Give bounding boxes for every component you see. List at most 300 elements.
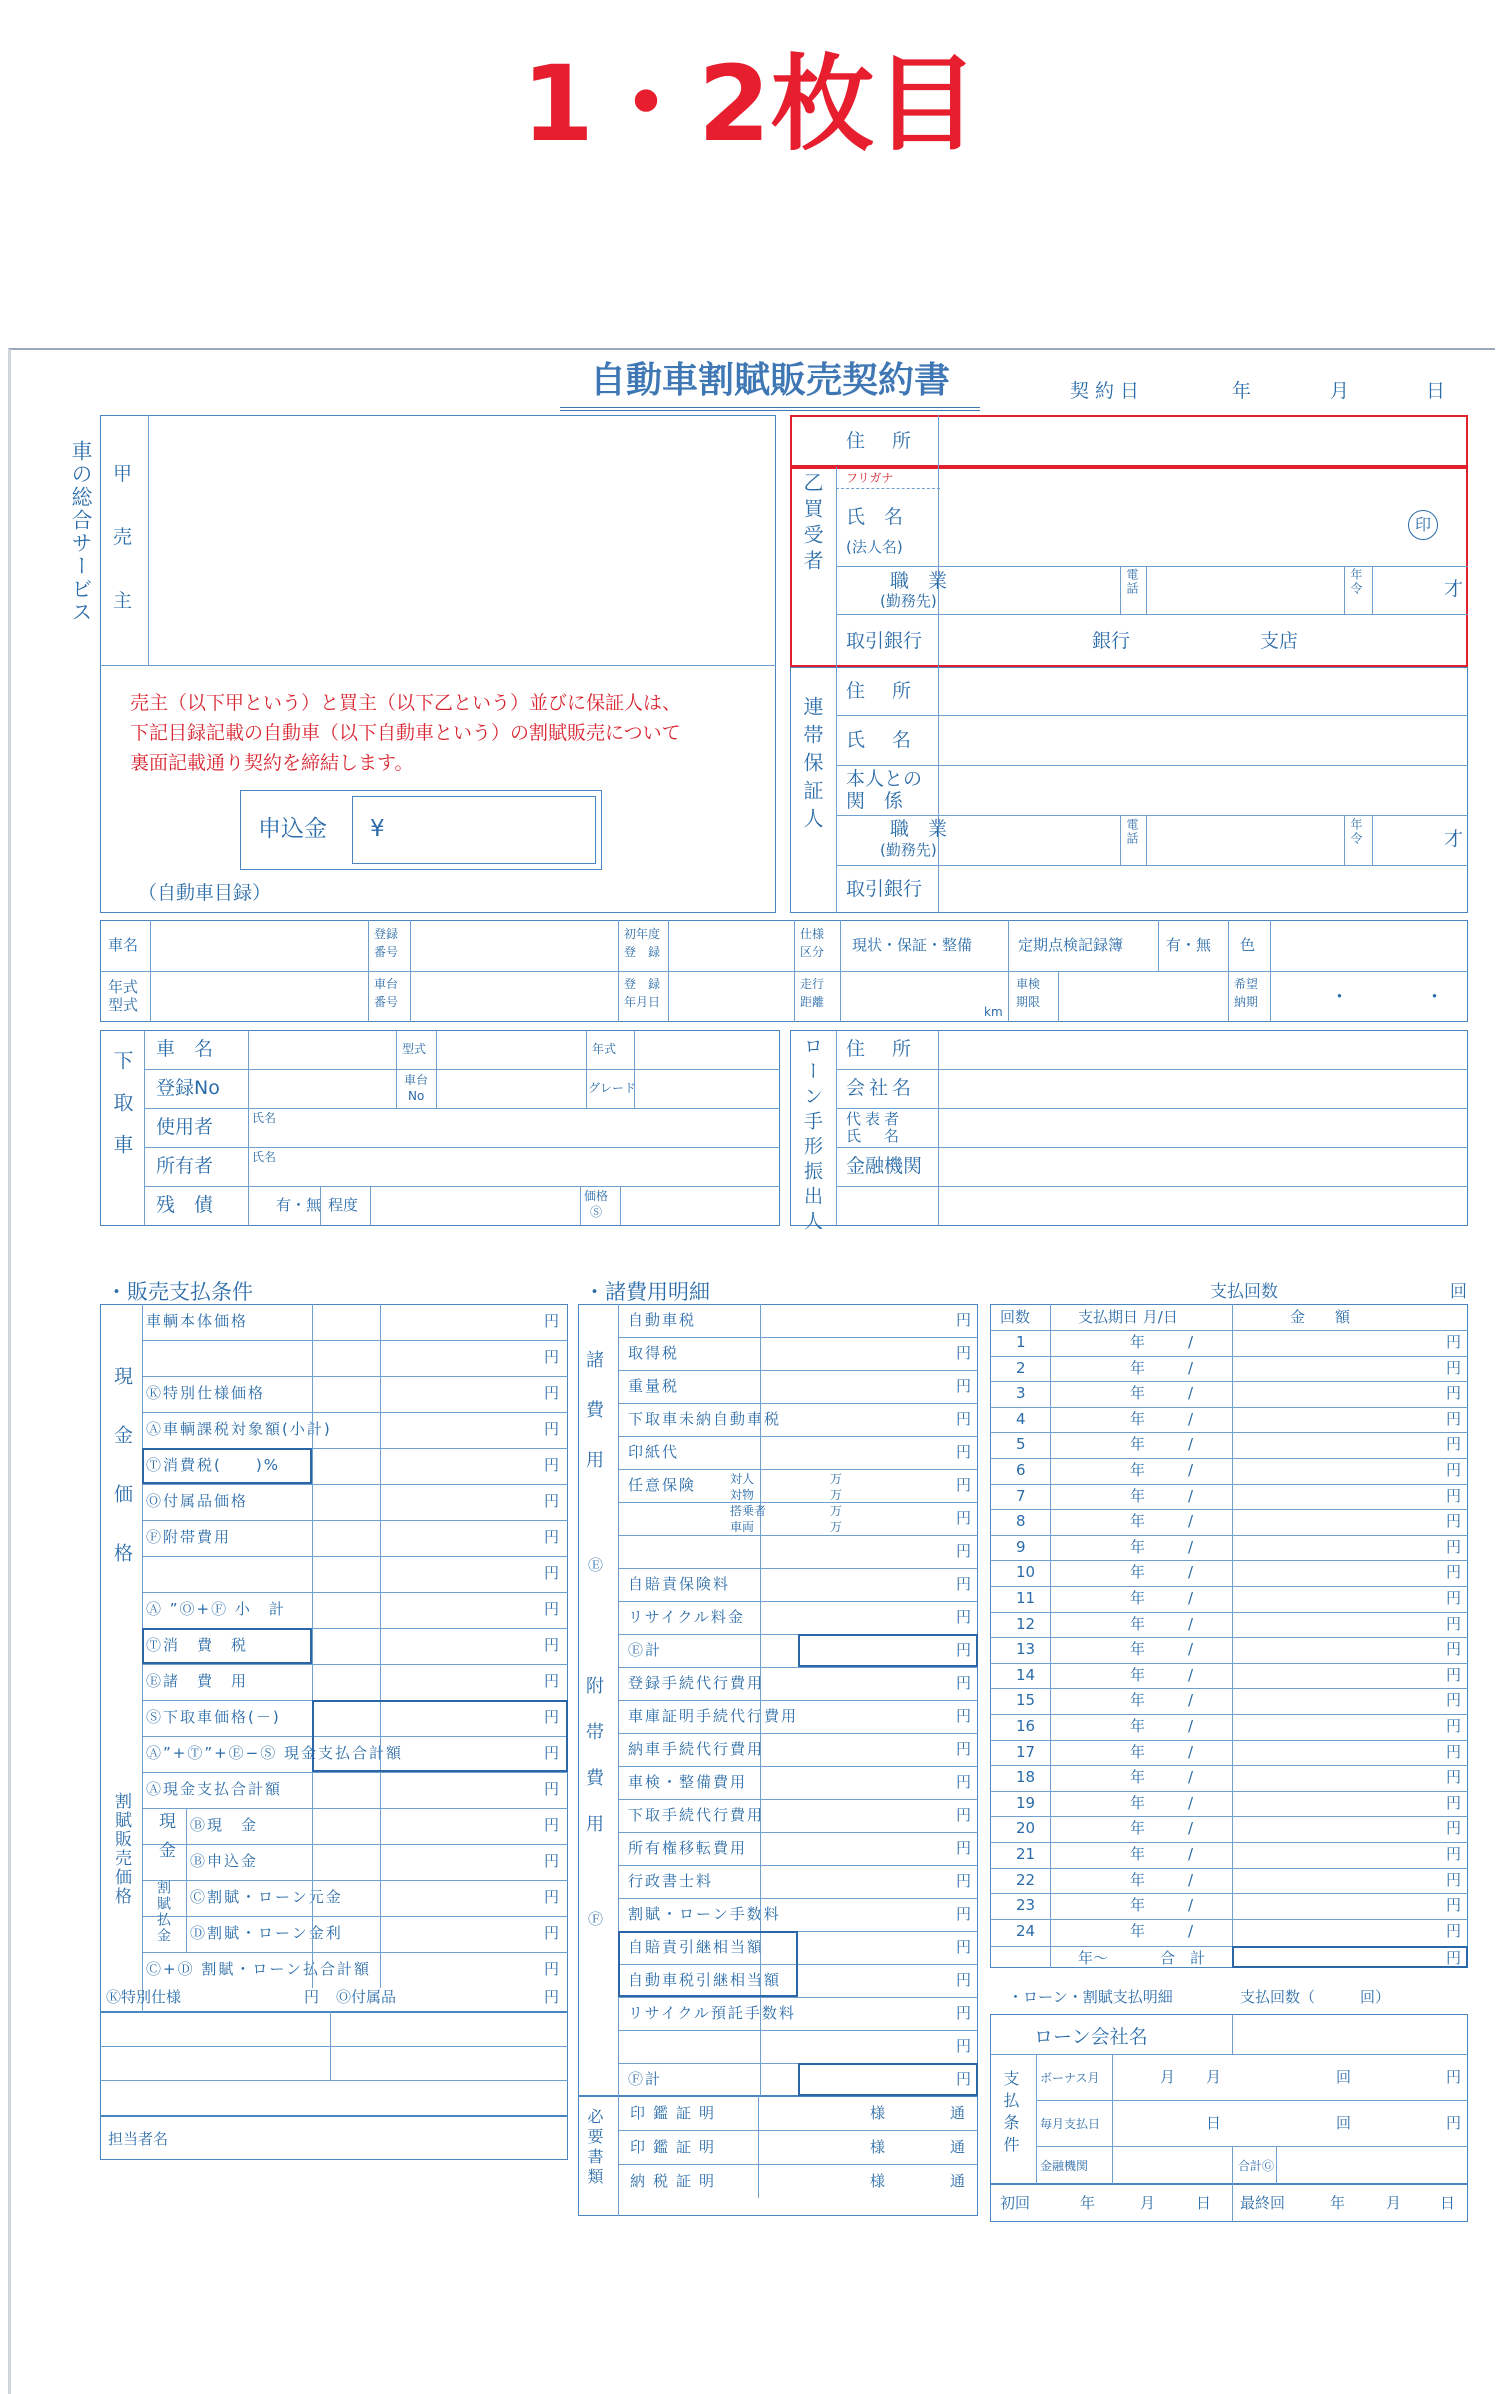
payment-amount-field[interactable] xyxy=(1236,1486,1442,1508)
sales-notes-field[interactable] xyxy=(102,2014,328,2078)
fees-amount-field[interactable] xyxy=(800,1504,950,1533)
document-title: 自動車割賦販売契約書 xyxy=(560,352,980,411)
payment-row-year: 年 xyxy=(1130,1537,1146,1556)
fees-amount-field[interactable] xyxy=(800,1603,950,1632)
sales-accessory-yen: 円 xyxy=(544,1988,560,2006)
fees-amount-field[interactable] xyxy=(800,1801,950,1830)
sales-row-yen: 円 xyxy=(544,1744,560,1762)
deposit-amount-field[interactable] xyxy=(352,796,596,864)
sales-amount-field[interactable] xyxy=(382,1522,542,1554)
payment-row-line xyxy=(990,1356,1468,1357)
fees-row-line xyxy=(618,2030,978,2031)
guarantor-bank-label: 取引銀行 xyxy=(846,878,923,900)
buyer-job-label: 職 業 xyxy=(890,570,948,592)
tradein-year-label: 年式 xyxy=(592,1042,617,1056)
tradein-balance-yesno[interactable]: 有・無 xyxy=(276,1196,322,1214)
payments-section-title: 支払回数 xyxy=(1210,1282,1278,1302)
sales-row-yen: 円 xyxy=(544,1888,560,1906)
buyer-name-field[interactable] xyxy=(940,490,1410,564)
sales-amount-field[interactable] xyxy=(382,1594,542,1626)
buyer-age-label: 年令 xyxy=(1349,568,1363,596)
sales-row-label: Ⓐ”+Ⓣ”+Ⓔ−Ⓢ 現金支払合計額 xyxy=(146,1744,404,1762)
payment-row-slash: / xyxy=(1188,1819,1194,1838)
payment-row-number: 1 xyxy=(1016,1333,1026,1351)
fees-amount-field[interactable] xyxy=(800,1999,950,2028)
contract-month-label: 月 xyxy=(1330,380,1350,402)
fees-row-line xyxy=(618,1469,978,1470)
payment-row-yen: 円 xyxy=(1446,1691,1462,1710)
fees-row-line xyxy=(618,1799,978,1800)
insurance-type-label: 搭乗者 xyxy=(730,1504,767,1518)
tradein-model-label: 型式 xyxy=(402,1042,427,1056)
fees-row-line xyxy=(618,1832,978,1833)
fees-row-line xyxy=(618,1997,978,1998)
tradein-carname-label: 車 名 xyxy=(156,1038,214,1060)
sales-total-box[interactable] xyxy=(312,1700,568,1772)
fees-amount-field[interactable] xyxy=(800,1702,950,1731)
guarantor-relation-label-1: 本人との xyxy=(846,768,923,790)
tradein-chassis-label-2: No xyxy=(408,1089,425,1103)
tradein-owner-label: 所有者 xyxy=(156,1155,214,1177)
payment-row-line xyxy=(990,1637,1468,1638)
fees-row-yen: 円 xyxy=(956,1575,972,1593)
payment-total-label: 合 計 xyxy=(1160,1949,1206,1967)
payment-amount-field[interactable] xyxy=(1236,1870,1442,1892)
fees-row-yen: 円 xyxy=(956,1542,972,1560)
payment-row-number: 16 xyxy=(1016,1717,1036,1735)
payment-row-yen: 円 xyxy=(1446,1665,1462,1684)
loan-monthly-field[interactable] xyxy=(1114,2102,1466,2144)
docs-row-sama: 様 xyxy=(870,2172,886,2190)
vehicle-carname-field[interactable] xyxy=(152,922,366,969)
vehicle-regdate-label-1: 登 録 xyxy=(624,977,661,991)
sales-consumption-tax-box[interactable] xyxy=(142,1628,312,1664)
vehicle-mileage-field[interactable] xyxy=(842,973,1006,1020)
loan-drawer-address-field[interactable] xyxy=(940,1032,1466,1067)
guarantor-age-unit: 才 xyxy=(1444,828,1464,850)
payment-row-number: 12 xyxy=(1016,1614,1036,1633)
sales-tax-rate-box[interactable] xyxy=(142,1448,312,1484)
payment-row-yen: 円 xyxy=(1446,1384,1462,1403)
fees-amount-field[interactable] xyxy=(800,1537,950,1566)
tradein-user-shimei: 氏名 xyxy=(252,1111,277,1125)
sales-row-label: Ⓐ現金支払合計額 xyxy=(146,1780,283,1798)
loan-bonus-field[interactable] xyxy=(1114,2056,1466,2098)
vehicle-regdate-field[interactable] xyxy=(670,973,792,1020)
docs-row-unit: 通 xyxy=(950,2172,966,2190)
payment-row-slash: / xyxy=(1188,1717,1194,1735)
payment-amount-field[interactable] xyxy=(1236,1742,1442,1764)
page-title: 1・2枚目 xyxy=(521,43,979,165)
loan-bonus-yen: 円 xyxy=(1446,2068,1462,2086)
tradein-carname-field[interactable] xyxy=(250,1032,394,1067)
payment-amount-field[interactable] xyxy=(1236,1614,1442,1636)
payment-amount-field[interactable] xyxy=(1236,1921,1442,1943)
fees-row-yen: 円 xyxy=(956,1806,972,1824)
payment-row-number: 2 xyxy=(1016,1358,1026,1377)
sales-amount-field[interactable] xyxy=(382,1882,542,1914)
payment-row-yen: 円 xyxy=(1446,1640,1462,1659)
fees-row-yen: 円 xyxy=(956,1905,972,1923)
car-list-label: （自動車目録） xyxy=(138,882,272,904)
fees-row-line xyxy=(618,1370,978,1371)
sales-row-yen: 円 xyxy=(544,1492,560,1510)
payment-row-yen: 円 xyxy=(1446,1537,1462,1556)
fees-row-yen: 円 xyxy=(956,1344,972,1362)
payment-row-line xyxy=(990,1560,1468,1561)
payment-row-line xyxy=(990,1868,1468,1869)
loan-drawer-rep-label-2: 氏 名 xyxy=(846,1127,904,1145)
payment-amount-field[interactable] xyxy=(1236,1434,1442,1456)
sales-amount-field[interactable] xyxy=(382,1846,542,1878)
tradein-regno-label: 登録No xyxy=(156,1077,220,1099)
sales-row-yen: 円 xyxy=(544,1564,560,1582)
buyer-address-field[interactable] xyxy=(940,417,1466,465)
loan-monthly-kai: 回 xyxy=(1336,2114,1352,2132)
tradein-chassis-field[interactable] xyxy=(438,1071,584,1106)
vehicle-condition-label: 現状・保証・整備 xyxy=(852,936,973,954)
fees-row-yen: 円 xyxy=(956,1608,972,1626)
payment-row-line xyxy=(990,1919,1468,1920)
payment-row-year: 年 xyxy=(1130,1845,1146,1863)
payment-amount-field[interactable] xyxy=(1236,1332,1442,1354)
docs-count-field[interactable] xyxy=(762,2132,862,2162)
docs-count-field[interactable] xyxy=(762,2098,862,2128)
sales-row-yen: 円 xyxy=(544,1672,560,1690)
fees-amount-field[interactable] xyxy=(800,2032,950,2061)
tradein-price-field[interactable] xyxy=(622,1188,778,1224)
guarantor-bank-field[interactable] xyxy=(940,867,1466,911)
sales-amount-field[interactable] xyxy=(382,1666,542,1698)
payment-amount-field[interactable] xyxy=(1236,1639,1442,1661)
loan-drawer-side-label: ローン手形振出人 xyxy=(801,1036,823,1236)
guarantor-address-field[interactable] xyxy=(940,669,1466,713)
fees-row-yen: 円 xyxy=(956,2004,972,2022)
sales-amount-field[interactable] xyxy=(382,1630,542,1662)
guarantor-age-field[interactable] xyxy=(1374,817,1440,863)
insurance-man-unit: 万 xyxy=(830,1488,843,1502)
vehicle-spec-label-1: 仕様 xyxy=(800,927,825,941)
loan-bonus-kai: 回 xyxy=(1336,2068,1352,2086)
payment-row-slash: / xyxy=(1188,1435,1194,1454)
payment-row-slash: / xyxy=(1188,1614,1194,1633)
guarantor-relation-field[interactable] xyxy=(940,767,1466,813)
sales-row-label: Ⓣ消 費 税 xyxy=(146,1636,249,1654)
sales-amount-field[interactable] xyxy=(382,1558,542,1590)
docs-row-unit: 通 xyxy=(950,2138,966,2156)
sales-amount-field[interactable] xyxy=(382,1954,542,1986)
sales-row-label: Ⓐ車輌課税対象額(小計) xyxy=(146,1420,332,1438)
fees-amount-field[interactable] xyxy=(800,1570,950,1599)
fees-row-label: 重量税 xyxy=(628,1377,680,1395)
payment-amount-field[interactable] xyxy=(1236,1460,1442,1482)
payment-row-number: 22 xyxy=(1016,1870,1036,1889)
vehicle-shaken-field[interactable] xyxy=(1060,973,1226,1020)
fees-row-label: 取得税 xyxy=(628,1344,680,1362)
payment-row-slash: / xyxy=(1188,1896,1194,1915)
payment-row-year: 年 xyxy=(1130,1768,1146,1787)
payment-row-year: 年 xyxy=(1130,1384,1146,1403)
fees-row-label: 下取手続代行費用 xyxy=(628,1806,765,1824)
buyer-tel-field[interactable] xyxy=(1148,568,1342,612)
loan-count: 支払回数（ 回） xyxy=(1240,1988,1391,2006)
sales-amount-field[interactable] xyxy=(382,1306,542,1338)
fees-row-line xyxy=(618,1733,978,1734)
payment-row-slash: / xyxy=(1188,1640,1194,1659)
payment-row-number: 14 xyxy=(1016,1665,1036,1684)
loan-side-label: 支払条件 xyxy=(1001,2070,1020,2158)
vehicle-delivery-label-1: 希望 xyxy=(1234,977,1259,991)
loan-drawer-rep-field[interactable] xyxy=(940,1110,1466,1145)
payment-row-year: 年 xyxy=(1130,1435,1146,1454)
tradein-model-field[interactable] xyxy=(438,1032,584,1067)
sales-col-line xyxy=(380,1304,381,1988)
sales-row-line xyxy=(142,1340,568,1341)
seller-label-kou: 甲 xyxy=(113,463,133,485)
fees-f-total-box[interactable] xyxy=(798,2063,978,2096)
fees-row-yen: 円 xyxy=(956,1410,972,1428)
tradein-price-mark: Ⓢ xyxy=(590,1205,603,1219)
sales-row-label: Ⓚ特別仕様価格 xyxy=(146,1384,266,1402)
vehicle-chassis-field[interactable] xyxy=(412,973,616,1020)
loan-bonus-label: ボーナス月 xyxy=(1040,2071,1100,2085)
payment-col-amount: 金 額 xyxy=(1290,1308,1351,1326)
payment-row-number: 24 xyxy=(1016,1921,1036,1940)
payment-row-yen: 円 xyxy=(1446,1921,1462,1940)
sales-row-yen: 円 xyxy=(544,1708,560,1726)
loan-drawer-bank-field[interactable] xyxy=(940,1149,1466,1184)
loan-drawer-company-field[interactable] xyxy=(940,1071,1466,1106)
loan-institution-label: 金融機関 xyxy=(1040,2159,1089,2173)
fees-row-label: Ⓔ計 xyxy=(628,1641,663,1659)
sales-amount-field[interactable] xyxy=(382,1918,542,1950)
payment-row-number: 5 xyxy=(1016,1435,1026,1454)
fees-amount-field[interactable] xyxy=(800,1471,950,1500)
payment-amount-field[interactable] xyxy=(1236,1665,1442,1687)
sales-row-line xyxy=(142,1772,568,1773)
sales-row-yen: 円 xyxy=(544,1528,560,1546)
sales-amount-field[interactable] xyxy=(382,1342,542,1374)
sales-row-label: Ⓐ ”Ⓞ+Ⓕ 小 計 xyxy=(146,1600,286,1618)
payment-row-line xyxy=(990,1740,1468,1741)
tradein-degree-label: 程度 xyxy=(328,1196,359,1214)
sales-amount-field[interactable] xyxy=(382,1450,542,1482)
tradein-grade-field[interactable] xyxy=(636,1071,778,1106)
payment-row-slash: / xyxy=(1188,1768,1194,1787)
tradein-user-field[interactable] xyxy=(250,1110,778,1145)
fees-row-line xyxy=(618,1403,978,1404)
vehicle-model-field[interactable] xyxy=(152,973,366,1020)
payments-title-kai: 回 xyxy=(1450,1282,1467,1302)
payment-amount-field[interactable] xyxy=(1236,1844,1442,1866)
fees-row-yen: 円 xyxy=(956,1773,972,1791)
fees-amount-field[interactable] xyxy=(800,1933,950,1962)
vehicle-reg-field[interactable] xyxy=(412,922,616,969)
loan-company-label: ローン会社名 xyxy=(1034,2026,1148,2048)
buyer-bank-field[interactable] xyxy=(940,616,1090,664)
tradein-owner-field[interactable] xyxy=(250,1149,778,1184)
fees-row-label: 下取車未納自動車税 xyxy=(628,1410,782,1428)
payment-amount-field[interactable] xyxy=(1236,1409,1442,1431)
vehicle-chassis-label-2: 番号 xyxy=(374,995,399,1009)
fees-amount-field[interactable] xyxy=(800,1900,950,1929)
fees-row-yen: 円 xyxy=(956,1443,972,1461)
payment-row-year: 年 xyxy=(1130,1461,1146,1479)
guarantor-job-field[interactable] xyxy=(940,817,1118,863)
insurance-type-label: 対人 xyxy=(730,1472,755,1486)
payment-row-number: 3 xyxy=(1016,1384,1026,1403)
loan-first-month: 月 xyxy=(1140,2194,1156,2212)
payment-row-number: 18 xyxy=(1016,1768,1036,1787)
loan-first-day: 日 xyxy=(1196,2194,1212,2212)
tradein-regno-field[interactable] xyxy=(250,1071,394,1106)
fees-row-label: 自賠責引継相当額 xyxy=(628,1938,765,1956)
fees-amount-field[interactable] xyxy=(800,1405,950,1434)
payment-row-year: 年 xyxy=(1130,1358,1146,1377)
payment-amount-field[interactable] xyxy=(1236,1793,1442,1815)
sales-amount-field[interactable] xyxy=(382,1378,542,1410)
fees-side-label-1: 諸費用 xyxy=(583,1350,604,1500)
vehicle-model-label-2: 型式 xyxy=(108,996,139,1014)
sales-amount-field[interactable] xyxy=(382,1486,542,1518)
payment-row-slash: / xyxy=(1188,1870,1194,1889)
payment-amount-field[interactable] xyxy=(1236,1767,1442,1789)
payment-row-yen: 円 xyxy=(1446,1793,1462,1812)
vehicle-inspection-yesno[interactable]: 有・無 xyxy=(1166,936,1212,954)
payment-row-year: 年 xyxy=(1130,1742,1146,1761)
payment-row-year: 年 xyxy=(1130,1921,1146,1940)
fees-amount-field[interactable] xyxy=(800,1372,950,1401)
sales-cash-side-label: 現金価格 xyxy=(111,1366,133,1602)
fees-transfer-box[interactable] xyxy=(618,1931,798,1997)
payment-amount-field[interactable] xyxy=(1236,1716,1442,1738)
fees-e-total-box[interactable] xyxy=(798,1634,978,1667)
fees-row-label: 納車手続代行費用 xyxy=(628,1740,765,1758)
staff-field[interactable] xyxy=(186,2118,566,2158)
payment-row-slash: / xyxy=(1188,1665,1194,1684)
loan-total-field[interactable] xyxy=(1278,2148,1466,2182)
fees-row-yen: 円 xyxy=(956,1740,972,1758)
payment-amount-field[interactable] xyxy=(1236,1588,1442,1610)
fees-amount-field[interactable] xyxy=(800,1768,950,1797)
vehicle-first-field[interactable] xyxy=(670,922,792,969)
fees-row-line xyxy=(618,1535,978,1536)
tradein-balance-label: 残 債 xyxy=(156,1194,214,1216)
payment-row-line xyxy=(990,1791,1468,1792)
tradein-degree-field[interactable] xyxy=(372,1188,578,1224)
buyer-address-label: 住 所 xyxy=(846,430,916,452)
contract-year-label: 年 xyxy=(1232,380,1252,402)
sales-row-line xyxy=(142,1808,568,1809)
sales-amount-field[interactable] xyxy=(382,1414,542,1446)
tradein-year-field[interactable] xyxy=(636,1032,778,1067)
fees-amount-field[interactable] xyxy=(800,1966,950,1995)
docs-count-field[interactable] xyxy=(762,2166,862,2196)
fees-row-yen: 円 xyxy=(956,2070,972,2088)
fees-amount-field[interactable] xyxy=(800,1339,950,1368)
guarantor-name-field[interactable] xyxy=(940,717,1466,763)
sales-row-line xyxy=(142,1880,568,1881)
fees-amount-field[interactable] xyxy=(800,1438,950,1467)
fees-amount-field[interactable] xyxy=(800,1669,950,1698)
payment-total-field[interactable] xyxy=(1232,1946,1468,1968)
sales-row-yen: 円 xyxy=(544,1456,560,1474)
sales-row-yen: 円 xyxy=(544,1348,560,1366)
sales-amount-field[interactable] xyxy=(382,1810,542,1842)
fees-amount-field[interactable] xyxy=(800,1867,950,1896)
payment-row-slash: / xyxy=(1188,1537,1194,1556)
payment-row-slash: / xyxy=(1188,1486,1194,1505)
payment-row-number: 19 xyxy=(1016,1793,1036,1812)
payment-row-slash: / xyxy=(1188,1333,1194,1351)
docs-row-label: 納税証明 xyxy=(630,2172,723,2190)
fees-row-yen: 円 xyxy=(956,1872,972,1890)
payment-amount-field[interactable] xyxy=(1236,1895,1442,1917)
payment-amount-field[interactable] xyxy=(1236,1537,1442,1559)
loan-first-label: 初回 xyxy=(1000,2194,1031,2212)
payment-amount-field[interactable] xyxy=(1236,1511,1442,1533)
fees-side-mark-2: Ⓕ xyxy=(588,1910,604,1928)
deposit-label: 申込金 xyxy=(258,816,327,842)
fees-row-line xyxy=(618,1568,978,1569)
sales-row-label: Ⓓ割賦・ローン金利 xyxy=(190,1924,343,1942)
company-side-label: 車の総合サービス xyxy=(69,440,93,624)
sales-amount-field[interactable] xyxy=(382,1774,542,1806)
sales-row-yen: 円 xyxy=(544,1780,560,1798)
loan-company-field[interactable] xyxy=(1234,2016,1466,2052)
payment-row-number: 4 xyxy=(1016,1409,1026,1428)
sales-row-line xyxy=(142,1376,568,1377)
sales-row-label: Ⓕ附帯費用 xyxy=(146,1528,232,1546)
payment-row-number: 20 xyxy=(1016,1819,1036,1838)
payment-amount-field[interactable] xyxy=(1236,1690,1442,1712)
buyer-seal-mark: 印 xyxy=(1408,510,1438,540)
fees-amount-field[interactable] xyxy=(800,1834,950,1863)
payment-amount-field[interactable] xyxy=(1236,1562,1442,1584)
sales-section-title: ・販売支払条件 xyxy=(106,1280,253,1304)
seller-info-field[interactable] xyxy=(150,417,774,663)
fees-row-yen: 円 xyxy=(956,1839,972,1857)
buyer-job-field[interactable] xyxy=(940,568,1118,612)
payment-row-slash: / xyxy=(1188,1845,1194,1863)
seller-label-uri: 売 xyxy=(113,526,133,548)
loan-institution-field[interactable] xyxy=(1114,2148,1230,2182)
sales-special-label: Ⓚ特別仕様 xyxy=(106,1988,182,2006)
sales-row-yen: 円 xyxy=(544,1600,560,1618)
fees-amount-field[interactable] xyxy=(800,1306,950,1335)
loan-monthly-label: 毎月支払日 xyxy=(1040,2117,1101,2131)
guarantor-tel-field[interactable] xyxy=(1148,817,1342,863)
fees-side-label-2: 附帯費用 xyxy=(583,1676,604,1860)
payment-row-line xyxy=(990,1816,1468,1817)
payment-amount-field[interactable] xyxy=(1236,1383,1442,1405)
payment-row-yen: 円 xyxy=(1446,1742,1462,1761)
vehicle-color-field[interactable] xyxy=(1272,922,1466,969)
sales-row-yen: 円 xyxy=(544,1816,560,1834)
buyer-age-field[interactable] xyxy=(1374,568,1440,612)
fees-amount-field[interactable] xyxy=(800,1735,950,1764)
docs-row-unit: 通 xyxy=(950,2104,966,2122)
payment-row-slash: / xyxy=(1188,1512,1194,1531)
payment-amount-field[interactable] xyxy=(1236,1818,1442,1840)
payment-amount-field[interactable] xyxy=(1236,1358,1442,1380)
guarantor-side-label: 連帯保証人 xyxy=(800,696,824,836)
fees-row-line xyxy=(618,1700,978,1701)
fees-row-line xyxy=(618,1865,978,1866)
buyer-furigana-label: フリガナ xyxy=(846,471,894,485)
buyer-name-label: 氏 名 xyxy=(846,506,904,528)
sales-row-label: Ⓒ割賦・ローン元金 xyxy=(190,1888,343,1906)
